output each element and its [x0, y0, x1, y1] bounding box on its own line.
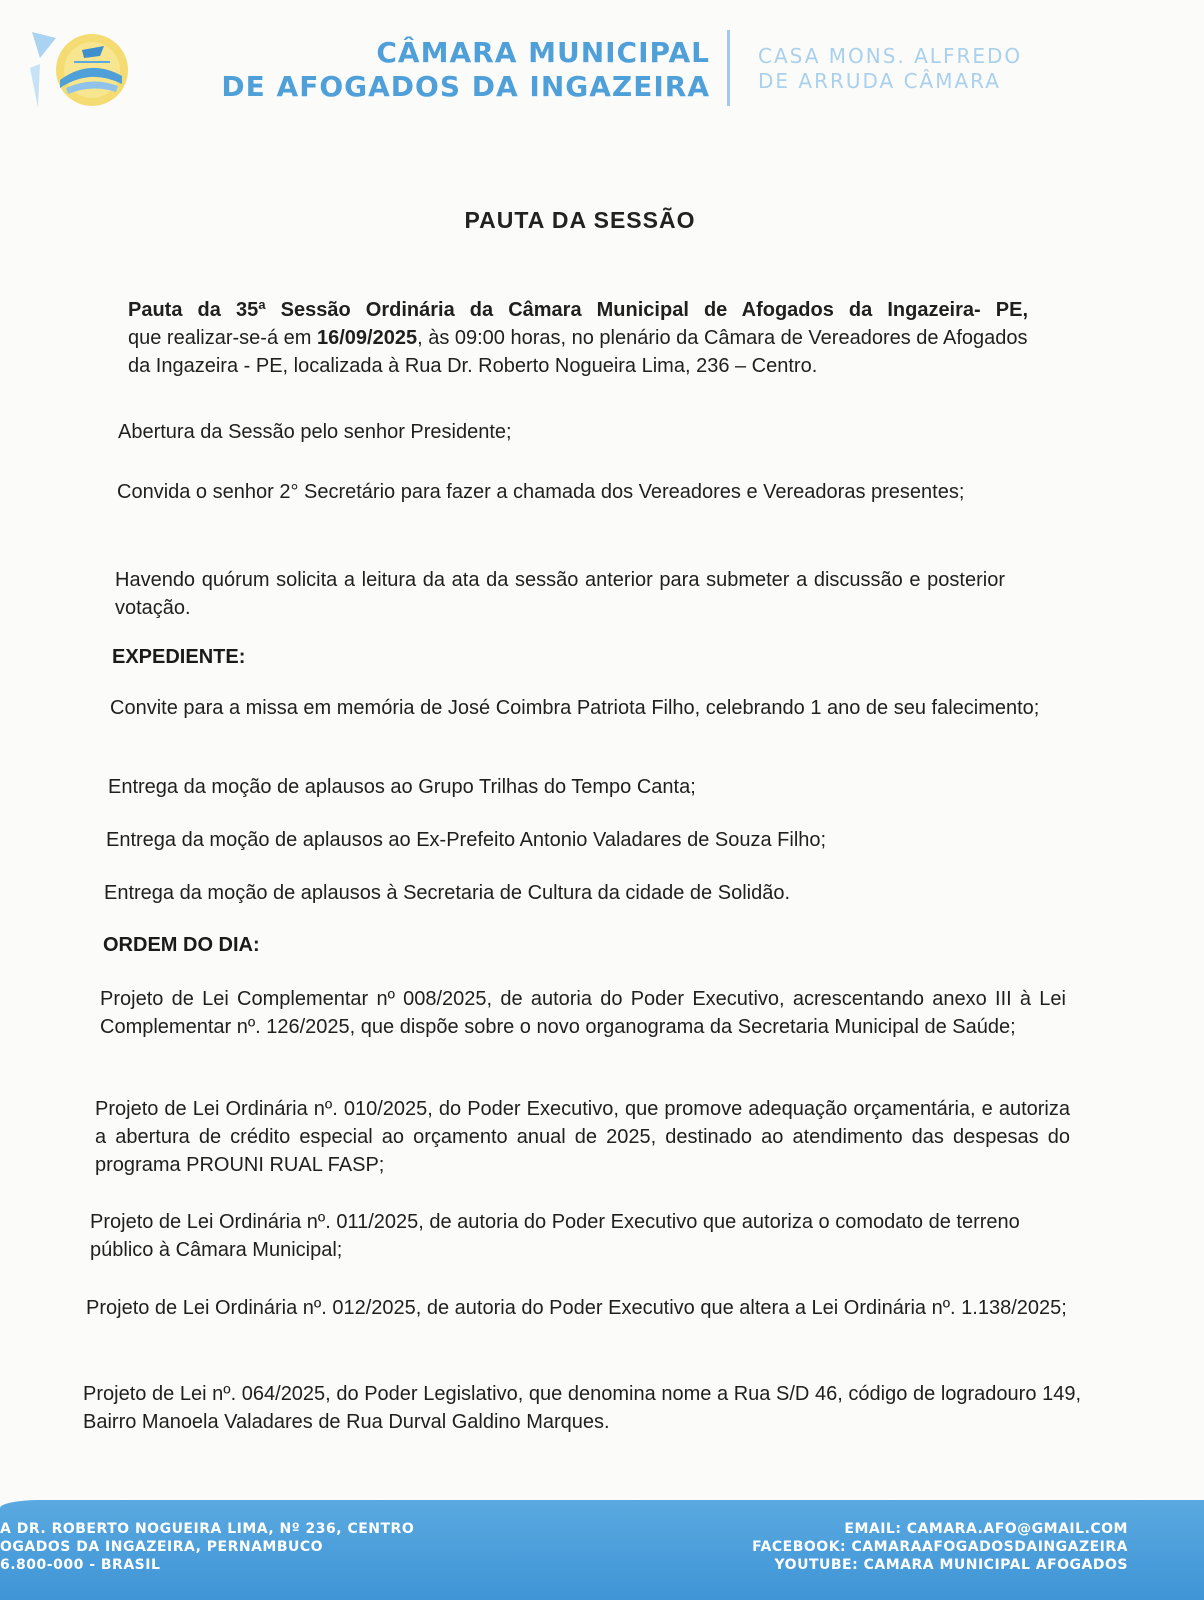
bill-item: Projeto de Lei Complementar nº 008/2025, de autoria do Poder Executivo, acrescentando anexo III à Lei Complementar nº. 126/2025, que dispõe sobre o novo organograma da Secretaria Municipal de Saúde; [100, 988, 1066, 1038]
letterhead-footer [0, 1500, 1204, 1600]
expediente-item: Convite para a missa em memória de José Coimbra Patriota Filho, celebrando 1 ano de seu falecimento; [110, 697, 1040, 719]
bill-item: Projeto de Lei nº. 064/2025, do Poder Legislativo, que denomina nome a Rua S/D 46, código de logradouro 149, Bairro Manoela Valadares de Rua Durval Galdino Marques. [83, 1383, 1081, 1433]
bill-item: Projeto de Lei Ordinária nº. 012/2025, de autoria do Poder Executivo que altera a Lei Ordinária nº. 1.138/2025; [86, 1297, 1067, 1319]
footer-email: EMAIL: CAMARA.AFO@GMAIL.COM [844, 1521, 1128, 1537]
footer-address-line1: A DR. ROBERTO NOGUEIRA LIMA, Nº 236, CENTRO [0, 1521, 415, 1537]
chamber-name-line2: DE AFOGADOS DA INGAZEIRA [221, 70, 710, 103]
house-name [758, 44, 1022, 94]
session-date: 16/09/2025 [316, 327, 418, 349]
bill-item: Projeto de Lei Ordinária nº. 010/2025, do Poder Executivo, que promove adequação orçamentária, e autoriza a abertura de crédito especial ao orçamento anual de 2025, destinado ao atendimento das despesas do programa PROUNI RUAL FASP; [95, 1098, 1070, 1176]
chamber-name-line1: CÂMARA MUNICIPAL [376, 36, 710, 69]
intro-heading: Pauta da 35ª Sessão Ordinária da Câmara Municipal de Afogados da Ingazeira- PE, [128, 299, 1028, 321]
expediente-item: Entrega da moção de aplausos à Secretaria de Cultura da cidade de Solidão. [104, 882, 791, 904]
letterhead [0, 0, 1204, 130]
footer-address-line3: 6.800-000 - BRASIL [0, 1557, 161, 1573]
chamber-logo-icon [30, 28, 135, 112]
document-title: PAUTA DA SESSÃO [464, 207, 696, 233]
agenda-item-minutes: Havendo quórum solicita a leitura da ata da sessão anterior para submeter a discussão e posterior votação. [115, 569, 1005, 619]
expediente-item: Entrega da moção de aplausos ao Grupo Trilhas do Tempo Canta; [108, 776, 696, 798]
expediente-item: Entrega da moção de aplausos ao Ex-Prefeito Antonio Valadares de Souza Filho; [106, 829, 827, 851]
footer-contacts [752, 1520, 1128, 1574]
header-divider [727, 30, 730, 106]
footer-address [0, 1520, 414, 1574]
footer-facebook: FACEBOOK: CAMARAAFOGADOSDAINGAZEIRA [752, 1539, 1128, 1555]
session-intro [128, 296, 1028, 380]
agenda-item-opening: Abertura da Sessão pelo senhor Presidente; [118, 421, 512, 443]
footer-youtube: YOUTUBE: CAMARA MUNICIPAL AFOGADOS [774, 1557, 1128, 1573]
intro-text-start: que realizar-se-á em [128, 327, 317, 349]
chamber-name [170, 36, 710, 104]
footer-address-line2: OGADOS DA INGAZEIRA, PERNAMBUCO [0, 1539, 324, 1555]
bill-item: Projeto de Lei Ordinária nº. 011/2025, de autoria do Poder Executivo que autoriza o comodato de terreno público à Câmara Municipal; [90, 1211, 1020, 1261]
agenda-item-roll-call: Convida o senhor 2° Secretário para fazer a chamada dos Vereadores e Vereadoras presentes; [117, 481, 965, 503]
house-name-line2: DE ARRUDA CÂMARA [758, 69, 1001, 93]
expediente-heading: EXPEDIENTE: [112, 646, 246, 668]
intro-text-end: , às 09:00 horas, no plenário da Câmara de Vereadores de Afogados da Ingazeira - PE, localizada à Rua Dr. Roberto Nogueira Lima, 236 – Centro. [128, 327, 1028, 377]
ordem-do-dia-heading: ORDEM DO DIA: [103, 934, 260, 956]
house-name-line1: CASA MONS. ALFREDO [758, 44, 1023, 68]
